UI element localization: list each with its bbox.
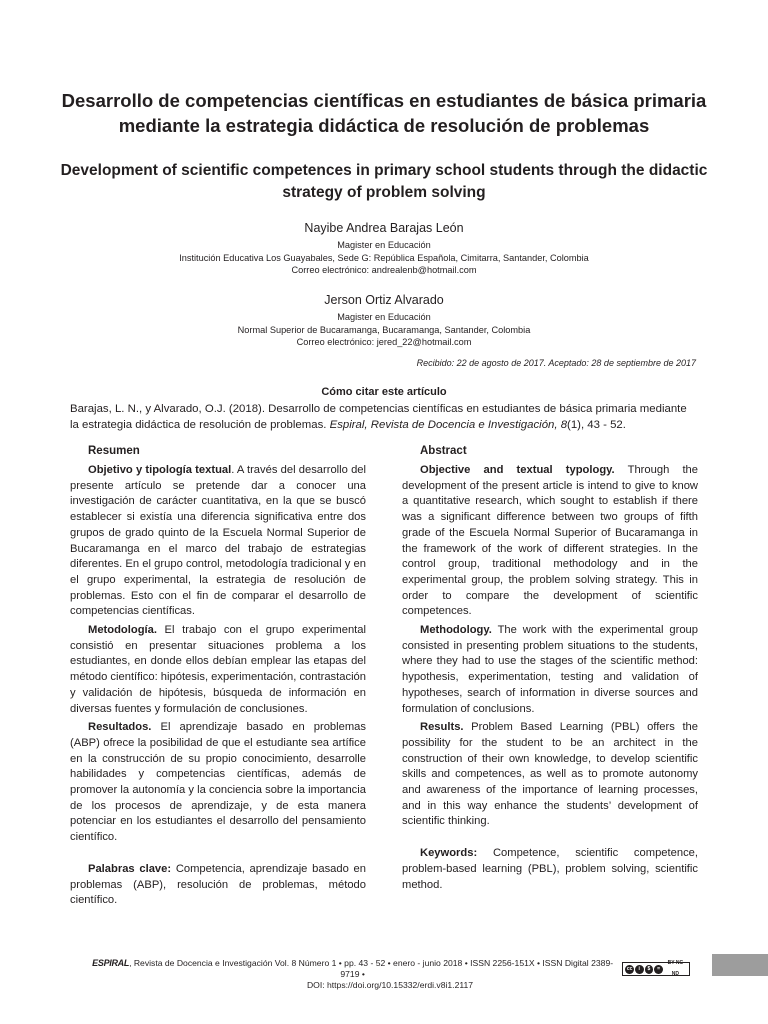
- resumen-keywords: [70, 862, 366, 909]
- author-1-email: Correo electrónico: andrealenb@hotmail.com: [291, 265, 477, 275]
- citation-heading: Cómo citar este artículo: [321, 386, 447, 398]
- abstract-results-label: Results.: [420, 721, 464, 734]
- license-label: BY NC ND: [667, 960, 684, 977]
- resumen-resultados: [70, 720, 366, 846]
- abstract-heading: Abstract: [420, 445, 467, 457]
- author-2-block: [100, 292, 668, 349]
- page-edge-tab: [712, 954, 768, 976]
- citation-journal: Espiral, Revista de Docencia e Investigación, 8: [329, 419, 568, 431]
- author-2-name: Jerson Ortiz Alvarado: [324, 293, 444, 307]
- resumen-objetivo-text: . A través del desarrollo del presente artículo se pretende dar a conocer una investigación de carácter cuantitativa, en la que se buscó establecer si existía una diferencia significativa entre dos grupos de grado quinto de la Escuela Normal Superior de Bucaramanga en el marco del trabajo de estrategias diferentes. En el grupo control, metodología tradicional y en el grupo experimental, la estrategia de resolución de problemas. Esto con el fin de comparar el desarrollo de competencias científicas.: [70, 464, 366, 618]
- abstract-results: [402, 720, 698, 830]
- resumen-keywords-text: Competencia, aprendizaje basado en problemas (ABP), resolución de problemas, método científico.: [70, 862, 366, 907]
- footer-journal-line: [90, 958, 690, 980]
- author-2-email: Correo electrónico: jered_22@hotmail.com: [296, 337, 472, 347]
- abstract-methodology-label: Methodology.: [420, 624, 492, 637]
- resumen-metodologia-label: Metodología.: [88, 624, 157, 637]
- author-2-institution: Normal Superior de Bucaramanga, Bucaramanga, Santander, Colombia: [237, 324, 531, 335]
- abstract-methodology-text: The work with the experimental group consisted in presenting problem situations to the students, where they had to use the stages of the scientific method: hypothesis, experimentation, testing and validation of hypotheses, search of information in diverse sources and formulation of conclusions.: [402, 624, 698, 715]
- cc-by-icon: i: [635, 965, 644, 974]
- resumen-heading: Resumen: [88, 445, 140, 457]
- resumen-objetivo: [70, 463, 366, 620]
- cc-nc-icon: $: [645, 965, 654, 974]
- author-1-name: Nayibe Andrea Barajas León: [304, 221, 464, 235]
- received-accepted-dates: Recibido: 22 de agosto de 2017. Aceptado: 28 de septiembre de 2017: [416, 358, 696, 368]
- resumen-metodologia-text: El trabajo con el grupo experimental consistió en presentar situaciones problema a los estudiantes, en donde ellos debían emplear las etapas del método científico: hipótesis, experimentación, contrastación y validación de hipótesis, búsqueda de información en diversas fuentes y formulación de conclusiones.: [70, 624, 367, 715]
- citation-issue-pages: (1), 43 - 52.: [567, 419, 626, 431]
- resumen-resultados-label: Resultados.: [88, 721, 152, 734]
- abstract-keywords-text: Competence, scientific competence, problem-based learning (PBL), problem solving, scientific method.: [402, 847, 698, 891]
- abstract-keywords-label: Keywords:: [420, 847, 478, 860]
- abstract-methodology: [402, 623, 698, 717]
- abstract-keywords: [402, 846, 698, 893]
- footer-journal-info: , Revista de Docencia e Investigación Vol. 8 Número 1 • pp. 43 - 52 • enero - junio 2018 • ISSN 2256-151X • ISSN Digital 2389-9719 •: [129, 958, 614, 979]
- journal-logo: ESPIRAL: [92, 958, 130, 968]
- creative-commons-license-icon: [622, 962, 690, 976]
- citation-text: [70, 401, 698, 433]
- abstract-results-text: Problem Based Learning (PBL) offers the possibility for the student to be an architect in the construction of their own knowledge, to develop scientific skills and competences, as well as to promote autonomy and awareness of the importance of learning processes, and in this way enhance the students’ development of scientific thinking.: [402, 721, 698, 828]
- resumen-column: [70, 444, 366, 912]
- abstract-objective-text: Through the development of the present article is intend to give to know a quantitative research, which sought to establish if there was a significant difference between two groups of fifth grade of the Escuela Normal Superior of Bucaramanga in the framework of the work of different strategies. In the control group, traditional methodology and in the experimental group, the problem solving strategy. This in order to compare the development of scientific competences.: [402, 464, 698, 618]
- resumen-keywords-label: Palabras clave:: [88, 862, 172, 875]
- citation-plain: Barajas, L. N., y Alvarado, O.J. (2018). Desarrollo de competencias científicas en estudiantes de básica primaria mediante la estrategia didáctica de resolución de problemas.: [70, 403, 687, 431]
- resumen-resultados-text: El aprendizaje basado en problemas (ABP) ofrece la posibilidad de que el estudiante sea artífice en la construcción de su propio conocimiento, desarrolle habilidades y competencias científicas, además de promover la autonomía y la conciencia sobre la importancia de los procesos de aprendizaje, y de esta manera potenciar en los estudiantes el desarrollo del pensamiento científico.: [70, 721, 366, 844]
- cc-icon: cc: [626, 965, 633, 972]
- page-footer: [90, 958, 690, 991]
- resumen-objetivo-label: Objetivo y tipología textual: [88, 464, 232, 476]
- author-1-block: [100, 220, 668, 277]
- footer-text: [90, 958, 615, 980]
- cc-nd-icon: =: [654, 965, 663, 974]
- resumen-metodologia: [70, 623, 366, 717]
- author-1-degree: Magister en Educación: [337, 240, 431, 250]
- author-2-degree: Magister en Educación: [337, 312, 431, 322]
- abstract-objective-label: Objective and textual typology.: [420, 464, 615, 476]
- article-title-spanish: Desarrollo de competencias científicas en estudiantes de básica primaria mediante la estrategia didáctica de resolución de problemas: [61, 90, 707, 136]
- abstract-objective: [402, 463, 698, 620]
- author-1-institution: Institución Educativa Los Guayabales, Sede G: República Española, Cimitarra, Santander, Colombia: [179, 252, 589, 263]
- abstract-column: [402, 444, 698, 896]
- article-title-english: Development of scientific competences in primary school students through the didactic strategy of problem solving: [60, 162, 708, 201]
- footer-doi: DOI: https://doi.org/10.15332/erdi.v8i1.2117: [306, 980, 474, 990]
